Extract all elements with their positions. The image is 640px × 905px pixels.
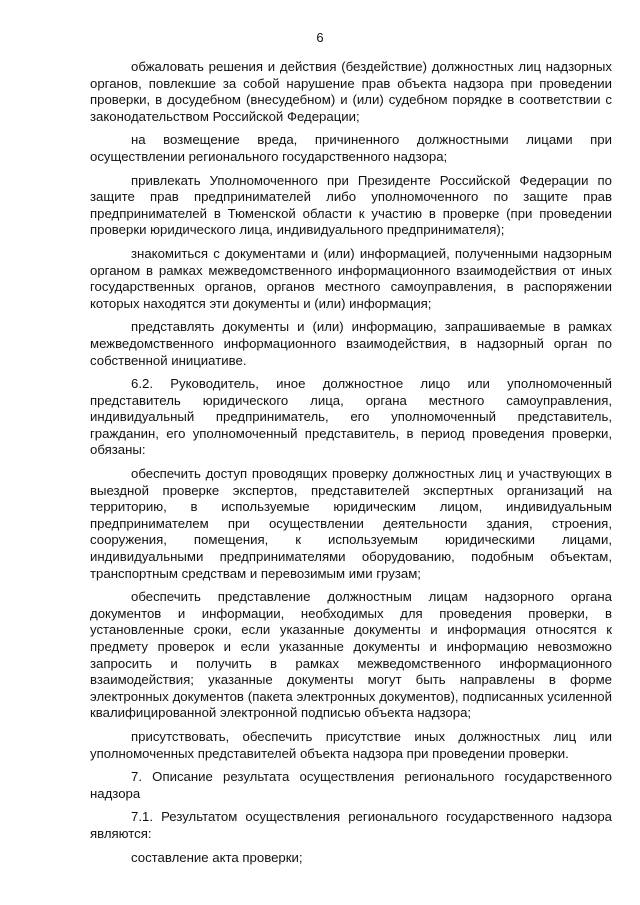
paragraph: обеспечить доступ проводящих проверку должностных лиц и участвующих в выездной проверке экспертов, представителей экспертных организаций на территорию, в используемые юридическим лицом, индивидуальным предпринимателем при осуществлении деятельности здания, строения, сооружения, помещения, к используемым юридическими лицами, индивидуальными предпринимателями оборудованию, подобным объектам, транспортным средствам и перевозимым ими грузам; [90, 466, 612, 581]
paragraph: знакомиться с документами и (или) информацией, полученными надзорным органом в рамках межведомственного информационного взаимодействия от иных государственных органов, органов местного самоуправления, в распоряжении которых находятся эти документы и (или) информация; [90, 245, 612, 311]
paragraph: 6.2. Руководитель, иное должностное лицо или уполномоченный представитель юридического лица, органа местного самоуправления, индивидуальный предприниматель, его уполномоченный представитель, гражданин, его уполномоченный представитель, в период проведения проверки, обязаны: [90, 376, 612, 458]
paragraph: 7.1. Результатом осуществления регионального государственного надзора являются: [90, 809, 612, 841]
paragraph: на возмещение вреда, причиненного должностными лицами при осуществлении регионального государственного надзора; [90, 132, 612, 164]
paragraph: обеспечить представление должностным лицам надзорного органа документов и информации, необходимых для проведения проверки, в установленные сроки, если указанные документы и информация относятся к предмету проверок и если указанные документы и информацию невозможно запросить и получить в рамках межведомственного информационного взаимодействия; указанные документы могут быть направлены в форме электронных документов (пакета электронных документов), подписанных усиленной квалифицированной электронной подписью объекта надзора; [90, 589, 612, 721]
paragraph: присутствовать, обеспечить присутствие иных должностных лиц или уполномоченных представителей объекта надзора при проведении проверки. [90, 728, 612, 761]
paragraph: привлекать Уполномоченного при Президенте Российской Федерации по защите прав предпринимателей либо уполномоченного по защите прав предпринимателей в Тюменской области к участию в проверке (при проведении проверки юридического лица, индивидуального предпринимателя); [90, 172, 612, 238]
paragraph: представлять документы и (или) информацию, запрашиваемые в рамках межведомственного информационного взаимодействия, в надзорный орган по собственной инициативе. [90, 319, 612, 368]
document-body [90, 59, 612, 873]
paragraph: обжаловать решения и действия (бездействие) должностных лиц надзорных органов, повлекшие за собой нарушение прав объекта надзора при проведении проверки, в досудебном (внесудебном) и (или) судебном порядке в соответствии с законодательством Российской Федерации; [90, 59, 612, 124]
page-number: 6 [316, 30, 324, 45]
paragraph: составление акта проверки; [131, 849, 303, 865]
section-heading: 7. Описание результата осуществления регионального государственного надзора [90, 769, 612, 801]
